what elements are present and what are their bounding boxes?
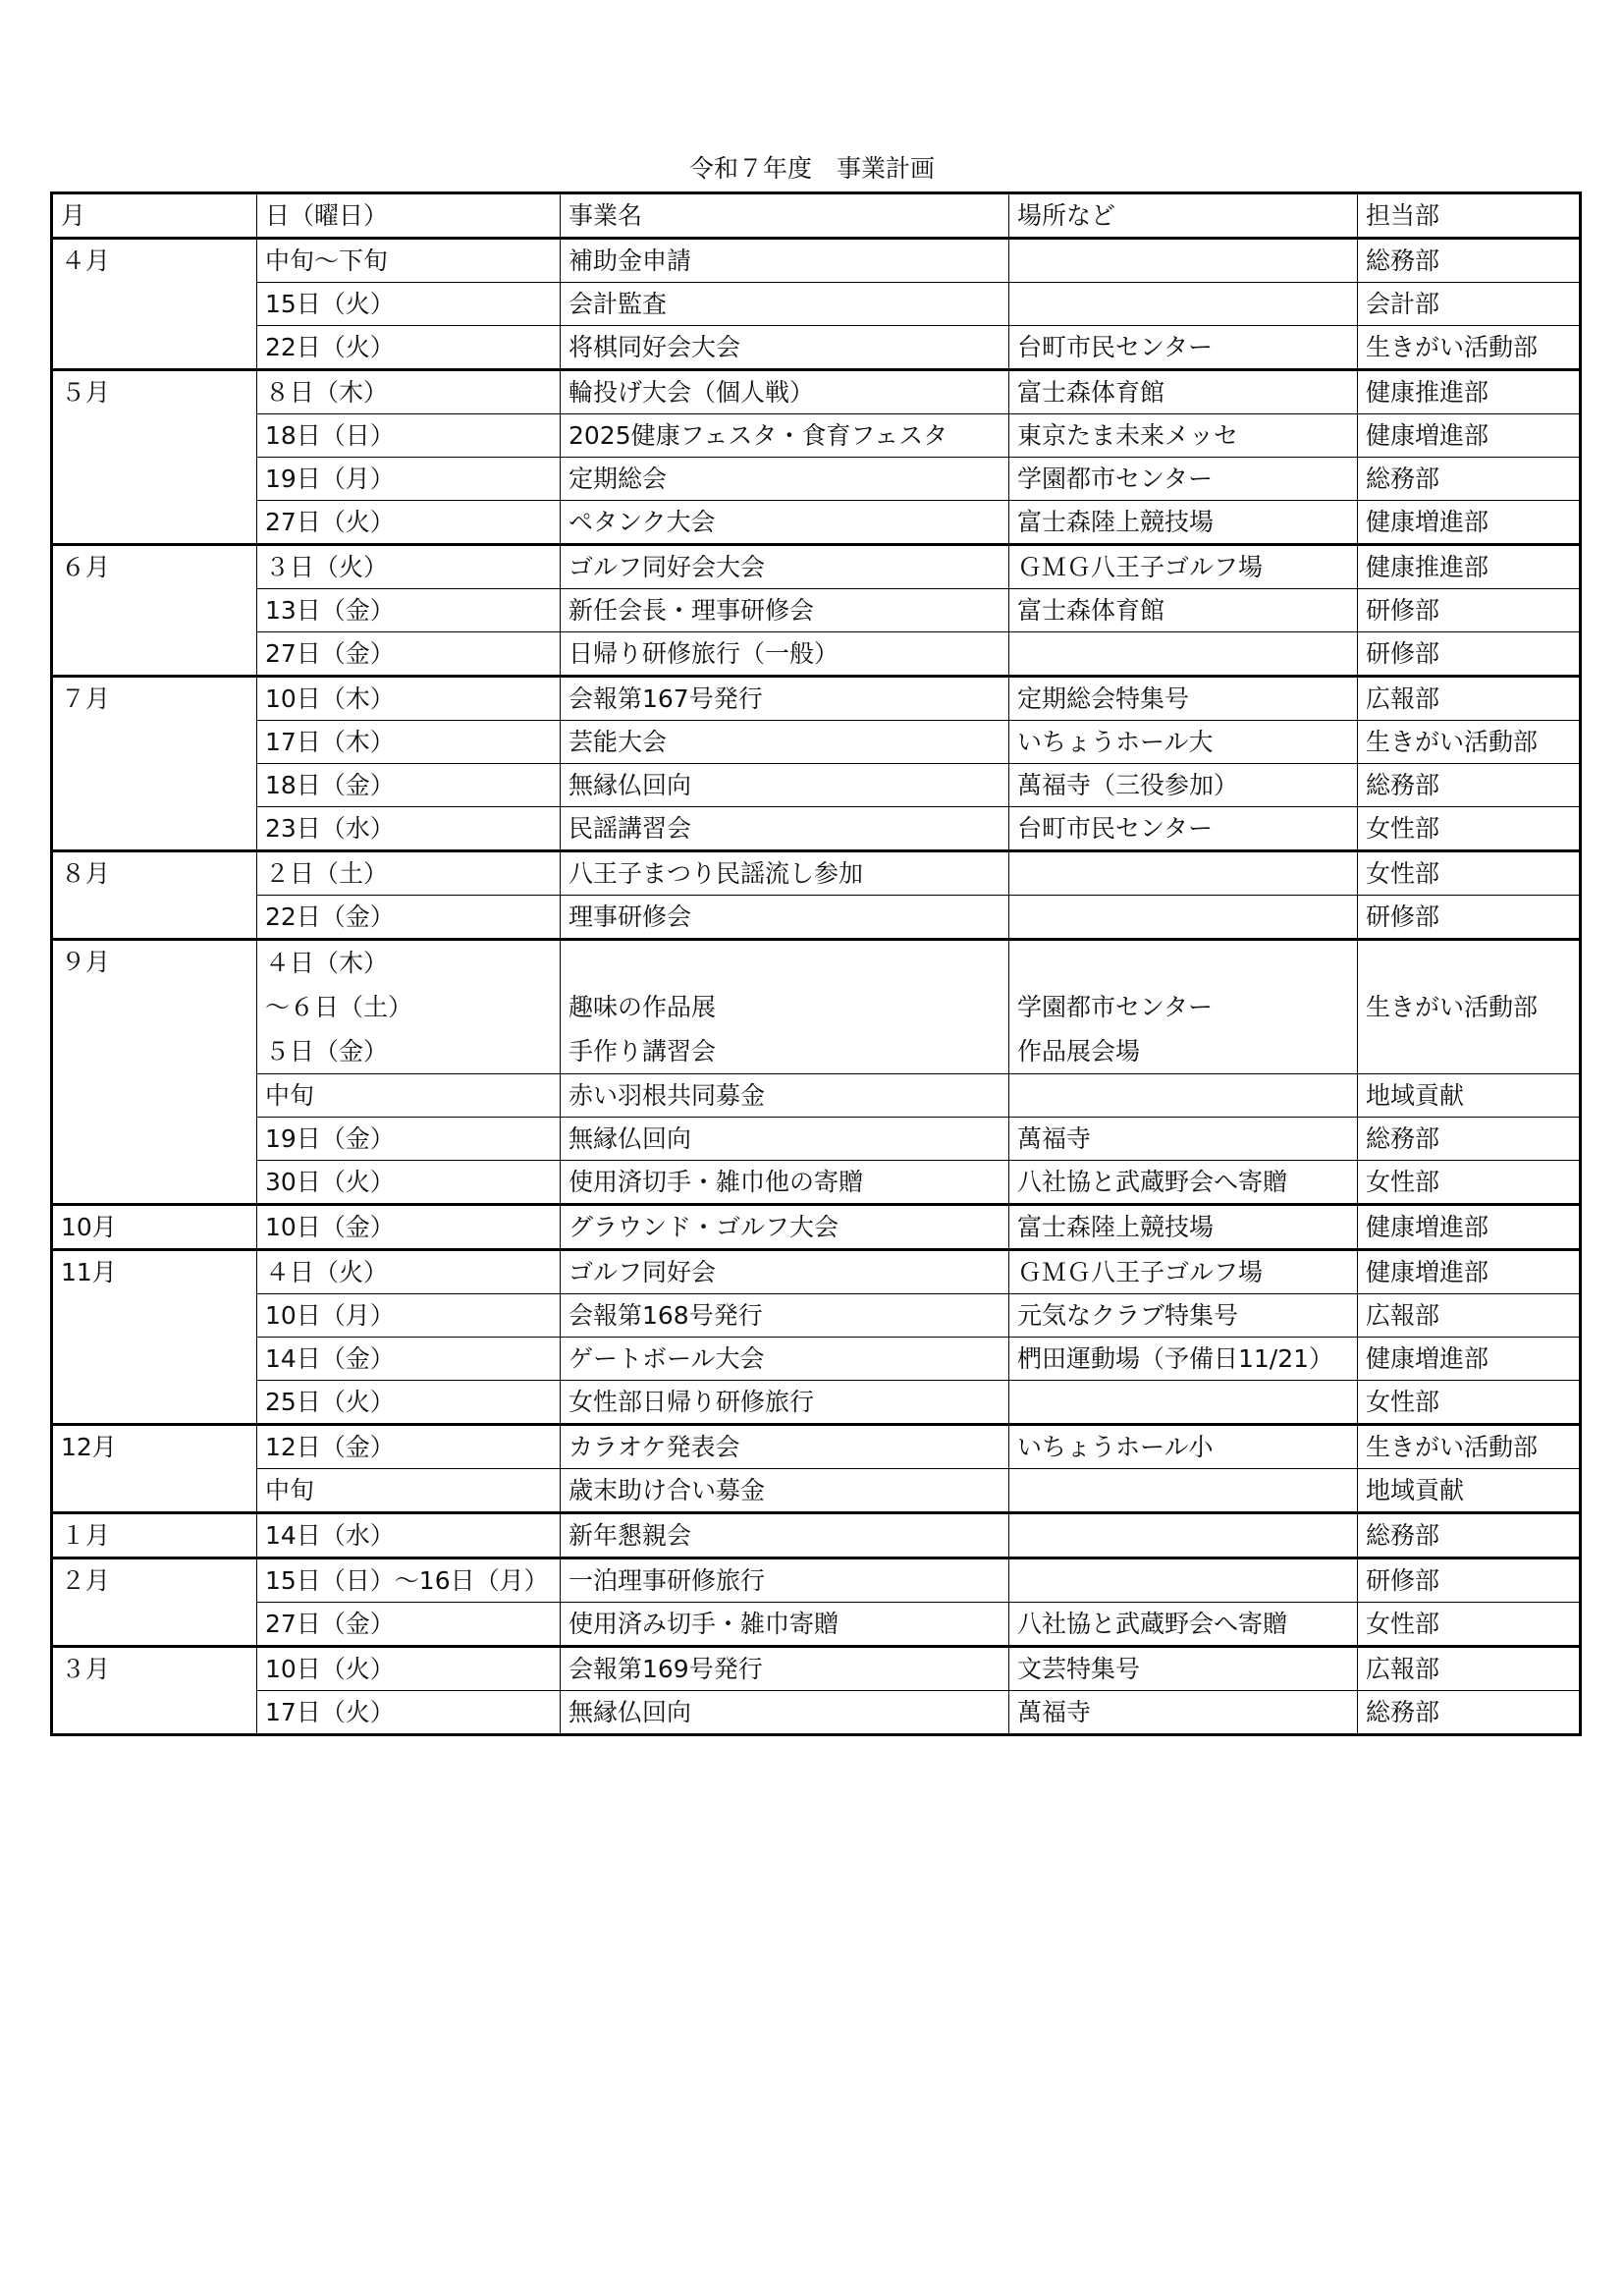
- table-row: [52, 1294, 1581, 1338]
- place-cell: 富士森陸上競技場: [1009, 501, 1358, 545]
- event-cell: 無縁仏回向: [561, 1691, 1009, 1735]
- place-cell: [1009, 1513, 1358, 1558]
- date-cell: 19日（月）: [257, 458, 561, 501]
- dept-cell: 研修部: [1358, 632, 1581, 677]
- table-row: [52, 1205, 1581, 1250]
- event-cell: 理事研修会: [561, 896, 1009, 940]
- table-row: [52, 501, 1581, 545]
- date-cell: 17日（火）: [257, 1691, 561, 1735]
- month-cell: ３月: [52, 1647, 257, 1735]
- place-cell: 文芸特集号: [1009, 1647, 1358, 1691]
- dept-cell: 生きがい活動部: [1358, 1425, 1581, 1469]
- dept-cell: 健康推進部: [1358, 545, 1581, 589]
- event-cell: 民謡講習会: [561, 807, 1009, 851]
- header-month: 月: [52, 193, 257, 239]
- dept-cell: 総務部: [1358, 239, 1581, 283]
- table-row: [52, 545, 1581, 589]
- date-cell: 18日（金）: [257, 764, 561, 807]
- date-cell: 13日（金）: [257, 589, 561, 632]
- month-cell: ５月: [52, 370, 257, 545]
- event-cell: 輪投げ大会（個人戦）: [561, 370, 1009, 414]
- dept-line: [1366, 941, 1579, 985]
- dept-cell: 健康推進部: [1358, 370, 1581, 414]
- event-cell: 無縁仏回向: [561, 764, 1009, 807]
- dept-cell: 健康増進部: [1358, 501, 1581, 545]
- place-cell: [1009, 896, 1358, 940]
- date-cell: 19日（金）: [257, 1118, 561, 1161]
- event-cell: 使用済み切手・雑巾寄贈: [561, 1603, 1009, 1647]
- dept-cell: 研修部: [1358, 589, 1581, 632]
- event-cell: 補助金申請: [561, 239, 1009, 283]
- table-row: [52, 1469, 1581, 1513]
- table-row: [52, 632, 1581, 677]
- event-cell: 定期総会: [561, 458, 1009, 501]
- event-cell: 新任会長・理事研修会: [561, 589, 1009, 632]
- place-cell: [1009, 1469, 1358, 1513]
- table-row: [52, 1338, 1581, 1381]
- event-cell: ゴルフ同好会: [561, 1250, 1009, 1294]
- place-cell: 萬福寺（三役参加）: [1009, 764, 1358, 807]
- place-cell: いちょうホール大: [1009, 721, 1358, 764]
- date-cell: 27日（金）: [257, 632, 561, 677]
- date-cell: 中旬: [257, 1074, 561, 1118]
- date-cell: 23日（水）: [257, 807, 561, 851]
- table-row: [52, 1118, 1581, 1161]
- dept-cell: 生きがい活動部: [1358, 326, 1581, 370]
- place-line: 作品展会場: [1017, 1037, 1141, 1066]
- dept-cell: 女性部: [1358, 1603, 1581, 1647]
- dept-cell: 研修部: [1358, 1558, 1581, 1603]
- date-cell: 18日（日）: [257, 414, 561, 458]
- event-line: 趣味の作品展: [568, 993, 717, 1021]
- date-cell: 27日（金）: [257, 1603, 561, 1647]
- place-cell: [1009, 239, 1358, 283]
- event-cell: カラオケ発表会: [561, 1425, 1009, 1469]
- dept-cell: 広報部: [1358, 1294, 1581, 1338]
- table-row: [52, 239, 1581, 283]
- date-cell: 15日（日）～16日（月）: [257, 1558, 561, 1603]
- event-cell: 日帰り研修旅行（一般）: [561, 632, 1009, 677]
- event-cell: グラウンド・ゴルフ大会: [561, 1205, 1009, 1250]
- event-cell: ゲートボール大会: [561, 1338, 1009, 1381]
- dept-cell: 総務部: [1358, 1513, 1581, 1558]
- table-row: [52, 370, 1581, 414]
- event-line: 手作り講習会: [568, 1037, 717, 1066]
- dept-cell: 研修部: [1358, 896, 1581, 940]
- dept-cell: [1358, 940, 1581, 1074]
- date-cell: 15日（火）: [257, 283, 561, 326]
- dept-cell: 健康増進部: [1358, 1205, 1581, 1250]
- date-cell: 中旬～下旬: [257, 239, 561, 283]
- dept-cell: 総務部: [1358, 1118, 1581, 1161]
- table-row: [52, 1161, 1581, 1205]
- month-cell: ９月: [52, 940, 257, 1205]
- table-row: [52, 326, 1581, 370]
- table-row: [52, 807, 1581, 851]
- date-cell: 25日（火）: [257, 1381, 561, 1425]
- month-cell: １月: [52, 1513, 257, 1558]
- table-row: [52, 1074, 1581, 1118]
- header-dept: 担当部: [1358, 193, 1581, 239]
- dept-cell: 地域貢献: [1358, 1469, 1581, 1513]
- place-cell: 定期総会特集号: [1009, 677, 1358, 721]
- date-cell: ８日（木）: [257, 370, 561, 414]
- table-row: [52, 1381, 1581, 1425]
- dept-cell: 生きがい活動部: [1358, 721, 1581, 764]
- date-line: ～６日（土）: [265, 993, 413, 1021]
- place-cell: 台町市民センター: [1009, 326, 1358, 370]
- table-row: [52, 764, 1581, 807]
- month-cell: ７月: [52, 677, 257, 851]
- date-cell: 17日（木）: [257, 721, 561, 764]
- place-cell: 八社協と武蔵野会へ寄贈: [1009, 1603, 1358, 1647]
- date-cell: ２日（土）: [257, 851, 561, 896]
- table-row: [52, 1250, 1581, 1294]
- table-row: [52, 283, 1581, 326]
- month-cell: ２月: [52, 1558, 257, 1647]
- date-cell: 10日（月）: [257, 1294, 561, 1338]
- event-cell: ペタンク大会: [561, 501, 1009, 545]
- place-cell: 椚田運動場（予備日11/21）: [1009, 1338, 1358, 1381]
- dept-cell: 広報部: [1358, 677, 1581, 721]
- dept-cell: 女性部: [1358, 807, 1581, 851]
- dept-cell: 健康増進部: [1358, 414, 1581, 458]
- month-cell: ６月: [52, 545, 257, 677]
- event-cell: 会報第167号発行: [561, 677, 1009, 721]
- place-line: 学園都市センター: [1017, 993, 1214, 1021]
- date-cell: 10日（木）: [257, 677, 561, 721]
- place-cell: [1009, 1558, 1358, 1603]
- table-row: [52, 414, 1581, 458]
- date-cell: 30日（火）: [257, 1161, 561, 1205]
- event-cell: 無縁仏回向: [561, 1118, 1009, 1161]
- place-cell: [1009, 632, 1358, 677]
- event-cell: 新年懇親会: [561, 1513, 1009, 1558]
- event-cell: 一泊理事研修旅行: [561, 1558, 1009, 1603]
- table-row: [52, 1558, 1581, 1603]
- place-cell: 富士森陸上競技場: [1009, 1205, 1358, 1250]
- dept-cell: 総務部: [1358, 764, 1581, 807]
- place-cell: いちょうホール小: [1009, 1425, 1358, 1469]
- date-line: ５日（金）: [265, 1037, 389, 1066]
- event-cell: ゴルフ同好会大会: [561, 545, 1009, 589]
- table-row: [52, 589, 1581, 632]
- dept-cell: 女性部: [1358, 1381, 1581, 1425]
- dept-cell: 健康増進部: [1358, 1338, 1581, 1381]
- document-title: 令和７年度 事業計画: [688, 154, 935, 183]
- event-cell: 将棋同好会大会: [561, 326, 1009, 370]
- table-row: [52, 458, 1581, 501]
- event-cell: 会報第168号発行: [561, 1294, 1009, 1338]
- dept-cell: 会計部: [1358, 283, 1581, 326]
- place-cell: [1009, 851, 1358, 896]
- event-cell: 会報第169号発行: [561, 1647, 1009, 1691]
- event-cell: 芸能大会: [561, 721, 1009, 764]
- place-cell: 萬福寺: [1009, 1118, 1358, 1161]
- date-cell: 22日（金）: [257, 896, 561, 940]
- dept-cell: 女性部: [1358, 851, 1581, 896]
- event-cell: 2025健康フェスタ・食育フェスタ: [561, 414, 1009, 458]
- month-cell: ８月: [52, 851, 257, 940]
- date-line: ４日（木）: [265, 949, 389, 977]
- dept-line: [1366, 1029, 1579, 1073]
- dept-cell: 総務部: [1358, 458, 1581, 501]
- table-row: [52, 721, 1581, 764]
- event-cell: [561, 940, 1009, 1074]
- event-cell: 歳末助け合い募金: [561, 1469, 1009, 1513]
- table-row: [52, 1513, 1581, 1558]
- date-cell: 10日（火）: [257, 1647, 561, 1691]
- dept-cell: 健康増進部: [1358, 1250, 1581, 1294]
- date-cell: 14日（水）: [257, 1513, 561, 1558]
- table-row: [52, 1647, 1581, 1691]
- place-cell: 萬福寺: [1009, 1691, 1358, 1735]
- schedule-table: [50, 191, 1582, 1736]
- dept-cell: 総務部: [1358, 1691, 1581, 1735]
- table-row: [52, 896, 1581, 940]
- place-cell: 元気なクラブ特集号: [1009, 1294, 1358, 1338]
- table-row: [52, 940, 1581, 1074]
- place-cell: 台町市民センター: [1009, 807, 1358, 851]
- place-line: [1017, 941, 1357, 985]
- place-cell: 学園都市センター: [1009, 458, 1358, 501]
- date-cell: 14日（金）: [257, 1338, 561, 1381]
- place-cell: [1009, 940, 1358, 1074]
- table-row: [52, 851, 1581, 896]
- date-cell: 22日（火）: [257, 326, 561, 370]
- date-cell: 27日（火）: [257, 501, 561, 545]
- table-row: [52, 677, 1581, 721]
- place-cell: ＧＭＧ八王子ゴルフ場: [1009, 545, 1358, 589]
- date-cell: 中旬: [257, 1469, 561, 1513]
- table-row: [52, 1603, 1581, 1647]
- header-row: [52, 193, 1581, 239]
- date-cell: 10日（金）: [257, 1205, 561, 1250]
- date-cell: [257, 940, 561, 1074]
- month-cell: 10月: [52, 1205, 257, 1250]
- event-cell: 使用済切手・雑巾他の寄贈: [561, 1161, 1009, 1205]
- place-cell: 富士森体育館: [1009, 370, 1358, 414]
- event-line: [568, 941, 1008, 985]
- place-cell: 富士森体育館: [1009, 589, 1358, 632]
- dept-line: 生きがい活動部: [1366, 993, 1539, 1021]
- month-cell: ４月: [52, 239, 257, 370]
- event-cell: 会計監査: [561, 283, 1009, 326]
- place-cell: 東京たま未来メッセ: [1009, 414, 1358, 458]
- place-cell: ＧＭＧ八王子ゴルフ場: [1009, 1250, 1358, 1294]
- date-cell: ３日（火）: [257, 545, 561, 589]
- dept-cell: 女性部: [1358, 1161, 1581, 1205]
- table-row: [52, 1691, 1581, 1735]
- date-cell: ４日（火）: [257, 1250, 561, 1294]
- place-cell: [1009, 1381, 1358, 1425]
- date-cell: 12日（金）: [257, 1425, 561, 1469]
- header-date: 日（曜日）: [257, 193, 561, 239]
- schedule-body: [52, 193, 1581, 1735]
- place-cell: 八社協と武蔵野会へ寄贈: [1009, 1161, 1358, 1205]
- event-cell: 八王子まつり民謡流し参加: [561, 851, 1009, 896]
- place-cell: [1009, 1074, 1358, 1118]
- event-cell: 女性部日帰り研修旅行: [561, 1381, 1009, 1425]
- header-event: 事業名: [561, 193, 1009, 239]
- place-cell: [1009, 283, 1358, 326]
- event-cell: 赤い羽根共同募金: [561, 1074, 1009, 1118]
- header-place: 場所など: [1009, 193, 1358, 239]
- dept-cell: 広報部: [1358, 1647, 1581, 1691]
- month-cell: 11月: [52, 1250, 257, 1425]
- table-row: [52, 1425, 1581, 1469]
- dept-cell: 地域貢献: [1358, 1074, 1581, 1118]
- month-cell: 12月: [52, 1425, 257, 1513]
